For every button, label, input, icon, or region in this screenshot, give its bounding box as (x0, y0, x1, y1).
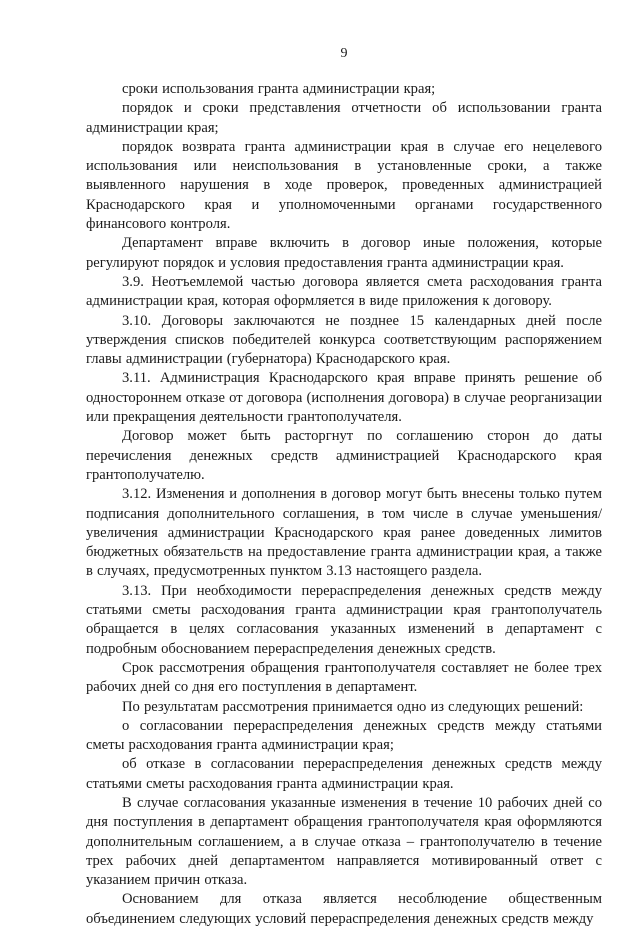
paragraph: 3.9. Неотъемлемой частью договора является смета расходования гранта администрации края, которая оформляется в виде приложения к договору. (86, 273, 602, 310)
paragraph: 3.11. Администрация Краснодарского края вправе принять решение об одностороннем отказе от договора (исполнения договора) в случае реорганизации или прекращения деятельности грантополучателя. (86, 370, 602, 426)
paragraph: Основанием для отказа является несоблюдение общественным объединением следующих условий перераспределения денежных средств между (86, 891, 602, 927)
paragraph: Департамент вправе включить в договор иные положения, которые регулируют порядок и условия предоставления гранта администрации края. (86, 235, 602, 271)
document-body (86, 80, 602, 929)
paragraph: сроки использования гранта администрации края; (122, 81, 436, 97)
paragraph: порядок и сроки представления отчетности об использовании гранта администрации края; (86, 100, 602, 136)
paragraph: Договор может быть расторгнут по соглашению сторон до даты перечисления денежных средств администрацией Краснодарского края грантополучателю. (86, 428, 602, 483)
paragraph: Срок рассмотрения обращения грантополучателя составляет не более трех рабочих дней со дня его поступления в департамент. (86, 659, 602, 696)
paragraph: В случае согласования указанные изменения в течение 10 рабочих дней со дня поступления в департамент обращения грантополучателя края оформляются дополнительным соглашением, а в случае отказа – грантополучателю в течение трех рабочих дней департаментом направляется мотивированный ответ с указанием причин отказа. (86, 794, 602, 889)
paragraph: порядок возврата гранта администрации края в случае его нецелевого использования или неиспользования в установленные сроки, а также выявленного нарушения в ходе проверок, проведенных администрацией Краснодарского края и уполномоченными органами государственного финансового контроля. (86, 138, 602, 233)
paragraph: о согласовании перераспределения денежных средств между статьями сметы расходования гранта администрации края; (86, 717, 602, 754)
paragraph: По результатам рассмотрения принимается одно из следующих решений: (122, 698, 584, 715)
page-number: 9 (340, 46, 348, 61)
paragraph: 3.10. Договоры заключаются не позднее 15 календарных дней после утверждения списков победителей конкурса соответствующим распоряжением главы администрации (губернатора) Краснодарского края. (86, 312, 602, 368)
paragraph: 3.12. Изменения и дополнения в договор могут быть внесены только путем подписания дополнительного соглашения, в том числе в случае уменьшения/увеличения администрации Краснодарского края ранее доведенных лимитов бюджетных обязательств на предоставление гранта администрации края, а также в случаях, предусмотренных пунктом 3.13 настоящего раздела. (86, 486, 602, 580)
paragraph: об отказе в согласовании перераспределения денежных средств между статьями сметы расходования гранта администрации края. (86, 756, 602, 792)
paragraph: 3.13. При необходимости перераспределения денежных средств между статьями сметы расходования гранта администрации края грантополучатель обращается в целях согласования указанных изменений в департамент с подробным обоснованием перераспределения денежных средств. (86, 582, 602, 657)
